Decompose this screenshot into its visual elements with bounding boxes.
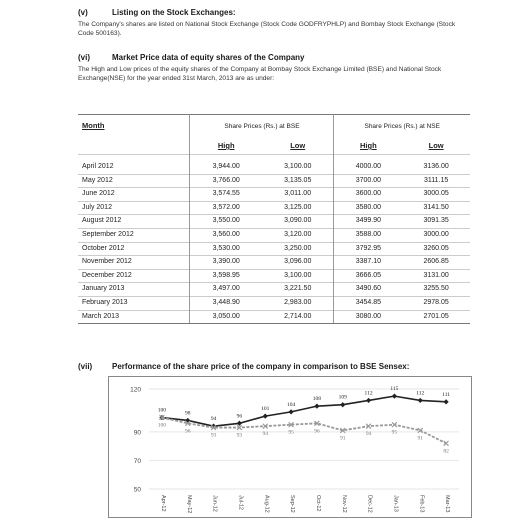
month-cell: March 2013 [78,310,190,324]
data-label: 94 [262,431,268,438]
data-point [366,398,371,403]
series-line [162,418,446,444]
bse-high-cell: 3,572.00 [190,201,262,215]
data-label: 111 [442,391,451,398]
nse-header: Share Prices (Rs.) at NSE [334,115,470,139]
nse-high-cell: 3588.00 [334,228,402,242]
bse-high-cell: 3,448.90 [190,296,262,310]
data-point [314,404,319,409]
data-label: 94 [210,416,217,423]
x-tick-label: Jun-12 [211,495,218,512]
nse-low-cell: 3111.15 [402,174,470,188]
data-point [418,398,423,403]
data-label: 95 [391,429,398,436]
share-price-table [78,114,470,324]
data-label: 100 [157,407,167,414]
nse-high-cell: 3792.95 [334,242,402,256]
bse-low-cell: 3,096.00 [262,256,334,270]
data-label: 93 [210,432,217,439]
x-tick-label: Oct-12 [314,495,321,512]
section-title: Market Price data of equity shares of the Company [112,53,305,62]
nse-high-cell: 3580.00 [334,201,402,215]
section-listing [78,8,470,38]
section-text: The High and Low prices of the equity shares of the Company at Bombay Stock Exchange Limited (BSE) and National Stock Exchange(NSE) for the year ended 31st March, 2013 are as under: [78,66,442,82]
month-cell: October 2012 [78,242,190,256]
data-label: 101 [261,406,270,413]
nse-low-cell: 3260.05 [402,242,470,256]
data-label: 100 [157,422,167,429]
data-point [392,394,397,399]
bse-low-cell: 3,011.00 [262,188,334,202]
bse-high-cell: 3,390.00 [190,256,262,270]
data-label: 96 [314,428,320,435]
bse-high-cell: 3,574.55 [190,188,262,202]
table-row [78,201,470,215]
nse-high-cell: 3666.05 [334,269,402,283]
nse-high-cell: 3454.85 [334,296,402,310]
table-row [78,310,470,324]
x-tick-label: Feb-13 [418,495,425,513]
bse-header: Share Prices (Rs.) at BSE [190,115,334,139]
table-row [78,242,470,256]
nse-high-cell: 4000.00 [334,155,402,175]
data-label: 109 [338,394,347,401]
month-cell: July 2012 [78,201,190,215]
nse-low-cell: 3141.50 [402,201,470,215]
y-tick-label: 90 [133,429,141,437]
nse-high-cell: 3499.90 [334,215,402,229]
bse-low-header: Low [262,138,334,155]
data-label: 91 [417,435,423,442]
table-row [78,296,470,310]
section-market-price-heading [78,53,470,62]
nse-low-cell: 3091.35 [402,215,470,229]
data-label: 82 [443,448,449,455]
bse-low-cell: 3,125.00 [262,201,334,215]
table-row [78,188,470,202]
month-cell: September 2012 [78,228,190,242]
y-tick-label: 70 [133,457,141,465]
data-label: 94 [365,431,372,438]
nse-high-cell: 3490.60 [334,283,402,297]
section-performance-heading [78,362,470,371]
month-cell: June 2012 [78,188,190,202]
x-tick-label: Aug-12 [263,495,270,513]
section-market-price [78,53,470,83]
data-label: 96 [236,413,243,420]
document-page [78,8,470,512]
bse-high-cell: 3,550.00 [190,215,262,229]
nse-low-cell: 2978.05 [402,296,470,310]
data-label: 112 [416,390,425,397]
bse-high-cell: 3,050.00 [190,310,262,324]
performance-chart-svg [109,377,471,517]
table-row [78,155,470,175]
month-cell: December 2012 [78,269,190,283]
data-label: 95 [288,429,294,436]
table-row [78,256,470,270]
table-subheader-row [78,138,470,155]
bse-high-cell: 3,766.00 [190,174,262,188]
x-tick-label: May-12 [185,495,192,514]
month-cell: November 2012 [78,256,190,270]
bse-low-cell: 3,250.00 [262,242,334,256]
data-label: 108 [312,396,322,403]
y-tick-label: 120 [130,386,141,394]
bse-low-cell: 3,100.00 [262,155,334,175]
data-label: 91 [340,435,346,442]
data-label: 115 [390,386,399,393]
nse-low-cell: 3136.00 [402,155,470,175]
table-row [78,215,470,229]
section-title: Listing on the Stock Exchanges: [112,8,236,17]
table-row [78,228,470,242]
performance-chart [108,376,472,518]
table-row [78,283,470,297]
bse-high-header: High [217,141,235,150]
month-cell: April 2012 [78,155,190,175]
bse-low-cell: 2,983.00 [262,296,334,310]
bse-low-cell: 3,135.05 [262,174,334,188]
nse-high-cell: 3080.00 [334,310,402,324]
x-tick-label: Jul-12 [237,495,244,510]
data-point [340,402,345,407]
month-cell: January 2013 [78,283,190,297]
month-cell: February 2013 [78,296,190,310]
x-tick-label: Apr-12 [159,495,166,512]
bse-low-cell: 2,714.00 [262,310,334,324]
data-point [288,409,293,414]
x-tick-label: Jan-13 [392,495,399,512]
nse-low-cell: 3131.00 [402,269,470,283]
x-tick-label: Sep-12 [289,495,296,513]
bse-low-cell: 3,221.50 [262,283,334,297]
nse-high-header: High [360,141,377,150]
nse-low-header: Low [428,141,444,150]
nse-low-cell: 2701.05 [402,310,470,324]
nse-low-cell: 2606.85 [402,256,470,270]
bse-low-cell: 3,100.00 [262,269,334,283]
month-cell: August 2012 [78,215,190,229]
bse-low-cell: 3,120.00 [262,228,334,242]
nse-high-cell: 3387.10 [334,256,402,270]
month-cell: May 2012 [78,174,190,188]
nse-low-cell: 3255.50 [402,283,470,297]
nse-low-cell: 3000.05 [402,188,470,202]
bse-high-cell: 3,560.00 [190,228,262,242]
data-label: 96 [185,428,191,435]
section-listing-heading [78,8,470,17]
bse-high-cell: 3,497.00 [190,283,262,297]
table-header-row [78,115,470,139]
data-point [443,399,448,404]
section-number: (vii) [78,362,93,371]
table-row [78,269,470,283]
section-number: (v) [78,8,88,17]
bse-high-cell: 3,530.00 [190,242,262,256]
bse-high-cell: 3,944.00 [190,155,262,175]
section-number: (vi) [78,53,90,62]
y-tick-label: 50 [133,486,141,494]
data-label: 98 [185,410,191,417]
data-point [263,414,268,419]
x-tick-label: Mar-13 [444,495,451,513]
data-label: 104 [286,401,296,408]
table-row [78,174,470,188]
section-title: Performance of the share price of the company in comparison to BSE Sensex: [112,362,410,371]
section-text: The Company's shares are listed on National Stock Exchange (Stock Code GODFRYPHLP) and Bombay Stock Exchange (Stock Code 500163). [78,21,456,37]
nse-high-cell: 3700.00 [334,174,402,188]
series-line [162,396,446,426]
data-label: 93 [236,432,243,439]
bse-high-cell: 3,598.95 [190,269,262,283]
x-tick-label: Nov-12 [340,495,347,513]
data-label: 112 [364,390,373,397]
nse-low-cell: 3000.00 [402,228,470,242]
section-performance [78,362,470,371]
month-header: Month [78,115,190,139]
nse-high-cell: 3600.00 [334,188,402,202]
x-tick-label: Dec-12 [366,495,373,513]
bse-low-cell: 3,090.00 [262,215,334,229]
